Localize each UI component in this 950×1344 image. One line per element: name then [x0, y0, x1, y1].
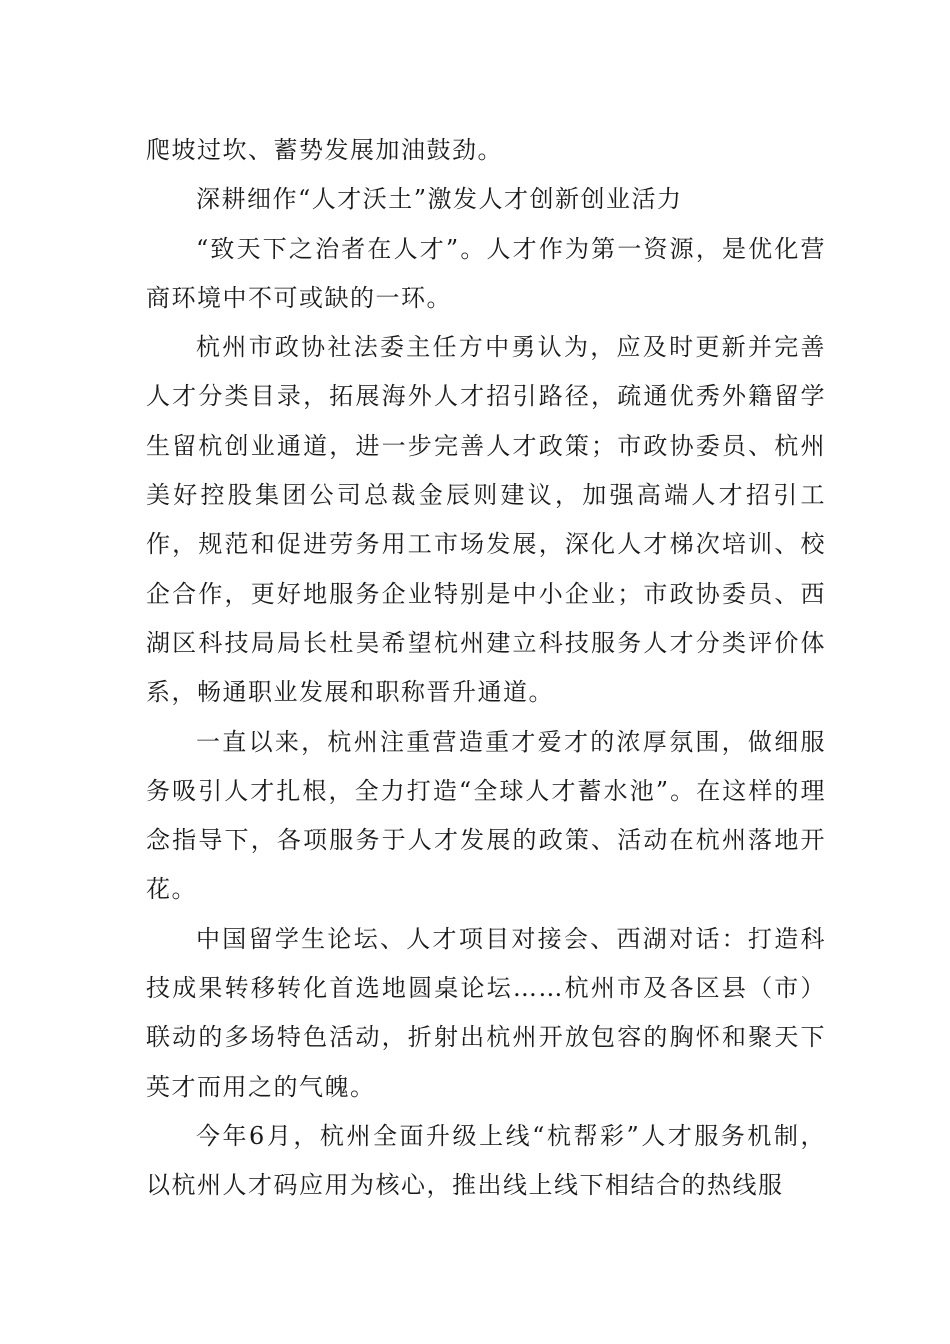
section-heading: 深耕细作“人才沃土”激发人才创新创业活力	[196, 185, 683, 214]
paragraph-7: 今年6月，杭州全面升级上线“杭帮彩”人才服务机制，以杭州人才码应用为核心，推出线上线下相结合的热线服	[146, 1121, 826, 1200]
paragraph-4: 杭州市政协社法委主任方中勇认为，应及时更新并完善人才分类目录，拓展海外人才招引路径，疏通优秀外籍留学生留杭创业通道，进一步完善人才政策；市政协委员、杭州美好控股集团公司总裁金辰则建议，加强高端人才招引工作，规范和促进劳务用工市场发展，深化人才梯次培训、校企合作，更好地服务企业特别是中小企业；市政协委员、西湖区科技局局长杜昊希望杭州建立科技服务人才分类评价体系，畅通职业发展和职称晋升通道。	[146, 333, 826, 707]
paragraph-1: 爬坡过坎、蓄势发展加油鼓劲。	[146, 136, 503, 164]
paragraph-6: 中国留学生论坛、人才项目对接会、西湖对话：打造科技成果转移转化首选地圆桌论坛……杭州市及各区县（市）联动的多场特色活动，折射出杭州开放包容的胸怀和聚天下英才而用之的气魄。	[146, 924, 826, 1101]
document-body	[146, 126, 826, 1211]
paragraph-5: 一直以来，杭州注重营造重才爱才的浓厚氛围，做细服务吸引人才扎根，全力打造“全球人才蓄水池”。在这样的理念指导下，各项服务于人才发展的政策、活动在杭州落地开花。	[146, 727, 826, 904]
paragraph-3: “致天下之治者在人才”。人才作为第一资源，是优化营商环境中不可或缺的一环。	[146, 234, 826, 312]
